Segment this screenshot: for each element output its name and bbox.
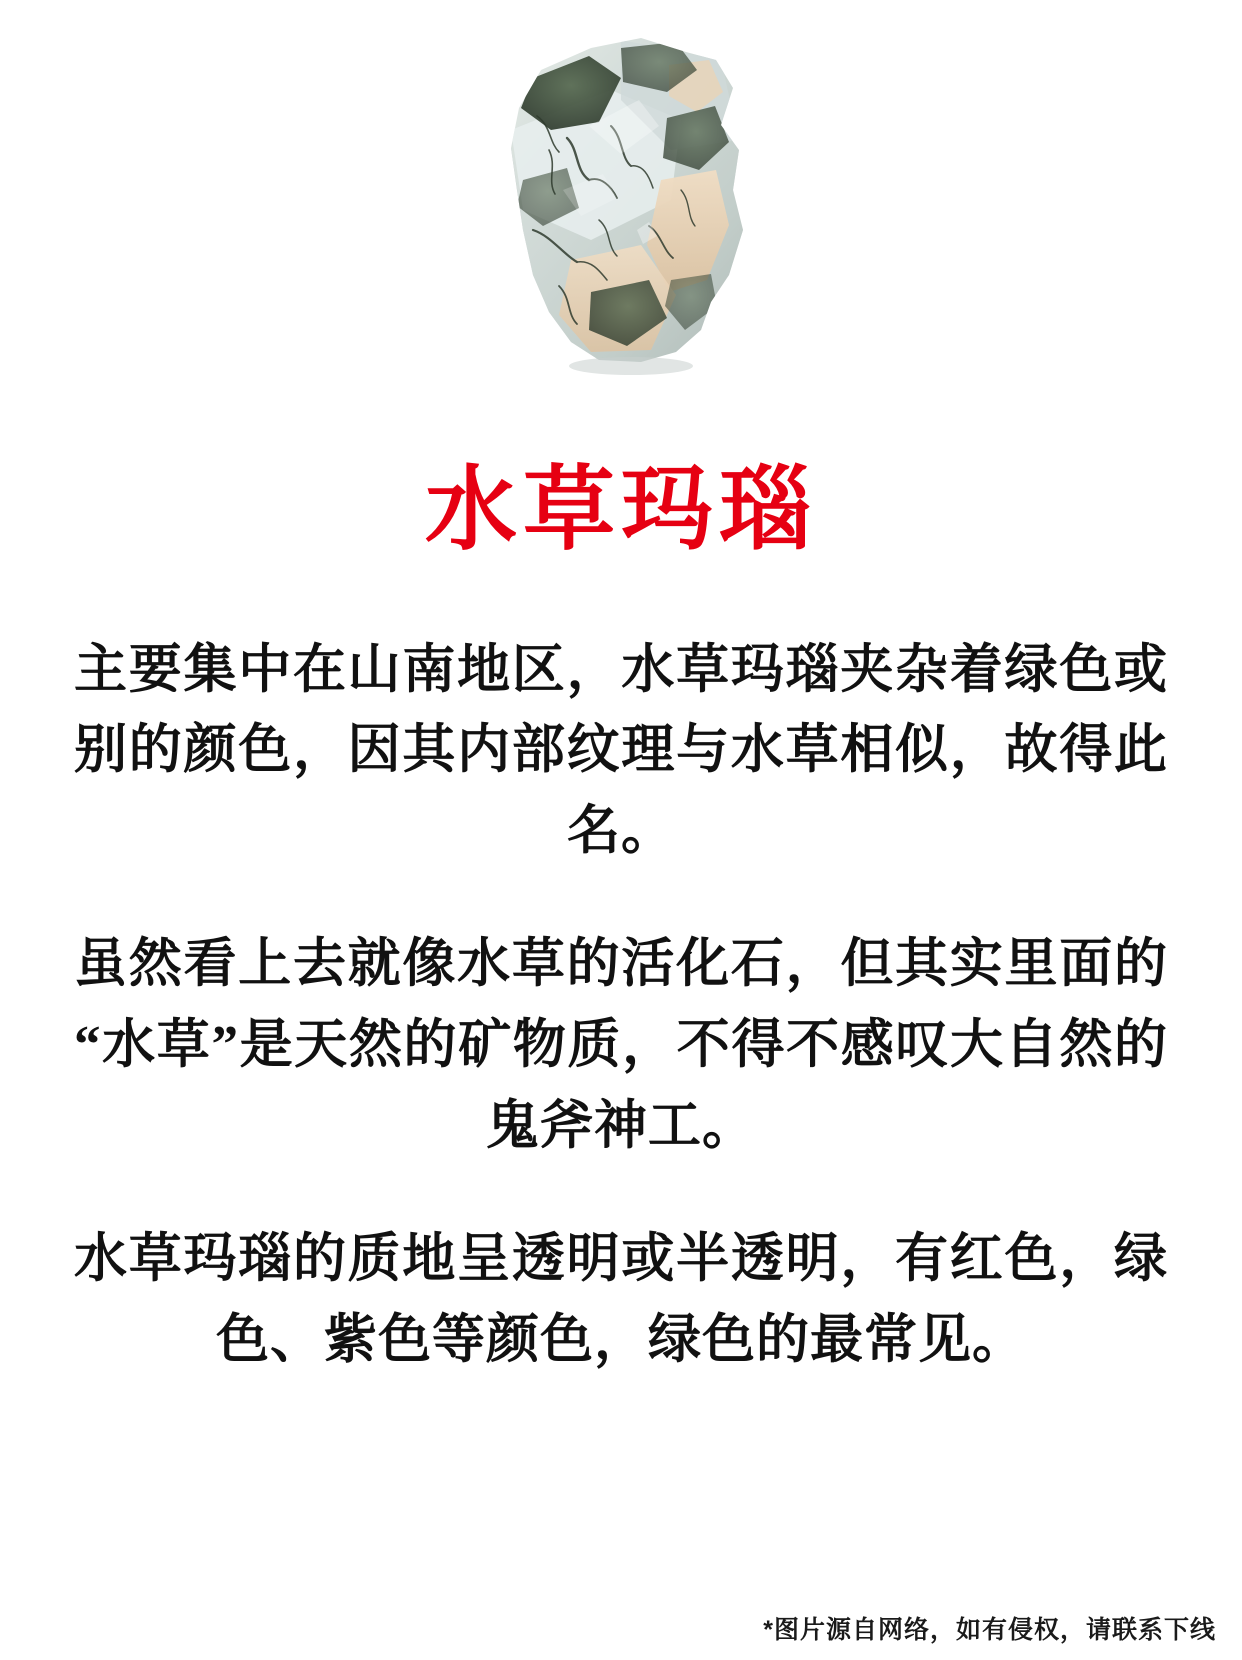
page-title: 水草玛瑙 bbox=[424, 459, 817, 561]
hero-image-area bbox=[0, 0, 1242, 420]
paragraph-2: 虽然看上去就像水草的活化石，但其实里面的“水草”是天然的矿物质，不得不感叹大自然的鬼斧神工。 bbox=[74, 935, 1168, 1155]
article-body bbox=[74, 630, 1168, 1380]
image-source-disclaimer: *图片源自网络，如有侵权，请联系下线 bbox=[763, 1616, 1216, 1644]
paragraph-3: 水草玛瑙的质地呈透明或半透明，有红色，绿色、紫色等颜色，绿色的最常见。 bbox=[74, 1230, 1168, 1369]
moss-agate-illustration bbox=[471, 30, 771, 380]
paragraph-1: 主要集中在山南地区，水草玛瑙夹杂着绿色或别的颜色，因其内部纹理与水草相似，故得此名。 bbox=[74, 640, 1168, 860]
moss-agate-photo bbox=[471, 30, 771, 380]
stone-shadow bbox=[569, 357, 693, 375]
